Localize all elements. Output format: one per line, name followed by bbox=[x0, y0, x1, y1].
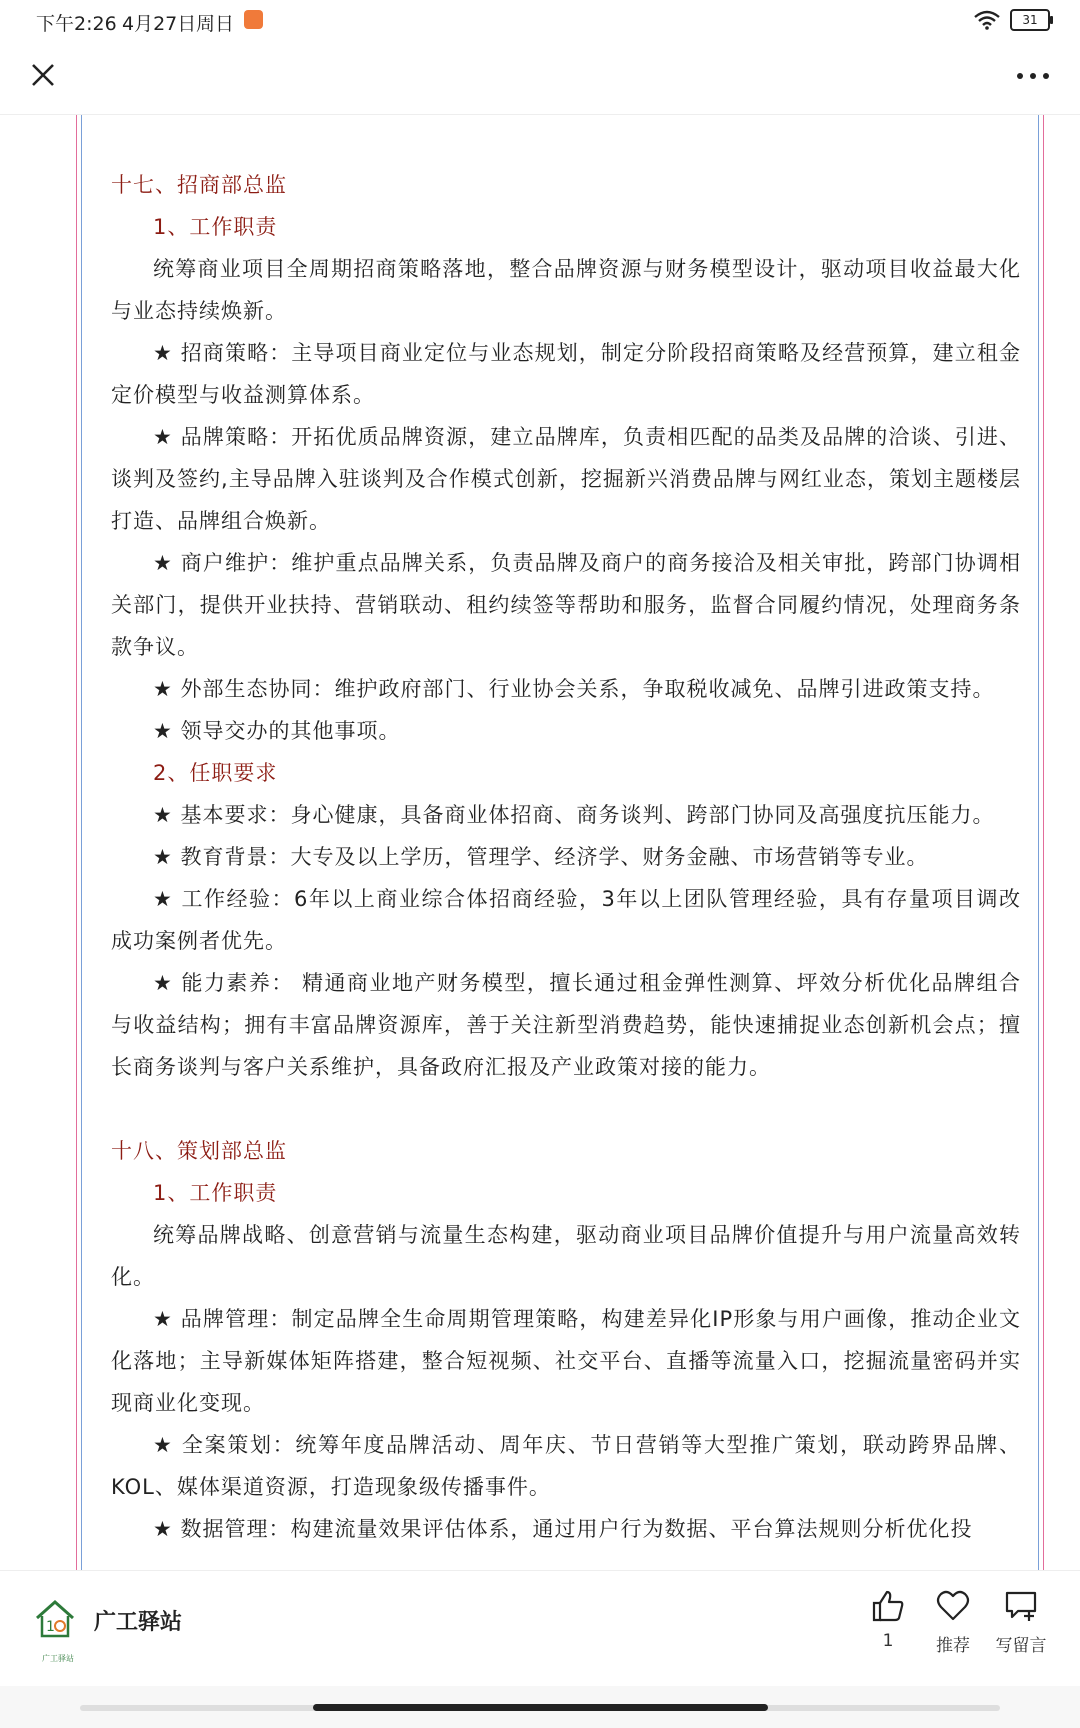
comment-button[interactable] bbox=[986, 1589, 1056, 1656]
thumbs-up-icon bbox=[871, 1589, 905, 1623]
status-time: 下午2:26 bbox=[36, 13, 117, 35]
section-gap bbox=[111, 1088, 1021, 1130]
article[interactable] bbox=[0, 115, 1080, 1613]
right-border-decoration bbox=[1038, 115, 1044, 1613]
paragraph: 统筹商业项目全周期招商策略落地，整合品牌资源与财务模型设计，驱动项目收益最大化与业态持续焕新。 bbox=[111, 257, 1021, 323]
recommend-label: 推荐 bbox=[936, 1636, 970, 1656]
paragraph: ★ 品牌管理：制定品牌全生命周期管理策略，构建差异化IP形象与用户画像，推动企业文化落地；主导新媒体矩阵搭建，整合短视频、社交平台、直播等流量入口，挖掘流量密码并实现商业化变现。 bbox=[111, 1307, 1021, 1415]
wifi-icon bbox=[974, 10, 1000, 30]
more-options-button[interactable] bbox=[1016, 70, 1050, 82]
close-button[interactable] bbox=[26, 58, 60, 92]
heart-icon bbox=[936, 1589, 970, 1623]
site-logo[interactable] bbox=[34, 1596, 76, 1654]
svg-text:1: 1 bbox=[46, 1619, 55, 1635]
comment-add-icon bbox=[1004, 1589, 1038, 1623]
top-nav bbox=[0, 42, 1080, 115]
status-indicators bbox=[974, 9, 1050, 31]
gesture-bar bbox=[0, 1686, 1080, 1728]
gesture-handle[interactable] bbox=[313, 1704, 768, 1711]
like-count: 1 bbox=[882, 1631, 894, 1651]
subsection-heading: 1、工作职责 bbox=[153, 1181, 278, 1205]
battery-icon: 31 bbox=[1010, 9, 1050, 31]
section-heading: 十八、策划部总监 bbox=[111, 1139, 287, 1163]
paragraph: ★ 领导交办的其他事项。 bbox=[153, 719, 401, 743]
paragraph: ★ 全案策划：统筹年度品牌活动、周年庆、节日营销等大型推广策划，联动跨界品牌、KOL、媒体渠道资源，打造现象级传播事件。 bbox=[111, 1433, 1021, 1499]
status-bar bbox=[0, 0, 1080, 42]
subsection-heading: 1、工作职责 bbox=[153, 215, 278, 239]
status-date: 4月27日 bbox=[122, 13, 197, 35]
paragraph: ★ 品牌策略：开拓优质品牌资源，建立品牌库，负责相匹配的品类及品牌的洽谈、引进、谈判及签约,主导品牌入驻谈判及合作模式创新，挖掘新兴消费品牌与网红业态，策划主题楼层打造、品牌组合焕新。 bbox=[111, 425, 1021, 533]
paragraph: ★ 外部生态协同：维护政府部门、行业协会关系，争取税收减免、品牌引进政策支持。 bbox=[153, 677, 995, 701]
article-content bbox=[111, 164, 1021, 1550]
bottom-bar bbox=[0, 1570, 1080, 1686]
paragraph: ★ 商户维护：维护重点品牌关系，负责品牌及商户的商务接洽及相关审批，跨部门协调相关部门，提供开业扶持、营销联动、租约续签等帮助和服务，监督合同履约情况，处理商务条款争议。 bbox=[111, 551, 1021, 659]
logo-text: 广工驿站 bbox=[42, 1654, 74, 1663]
site-name[interactable]: 广工驿站 bbox=[94, 1610, 183, 1635]
left-border-decoration bbox=[76, 115, 82, 1613]
recommend-button[interactable] bbox=[918, 1589, 988, 1656]
paragraph: 统筹品牌战略、创意营销与流量生态构建，驱动商业项目品牌价值提升与用户流量高效转化。 bbox=[111, 1223, 1021, 1289]
paragraph: ★ 能力素养： 精通商业地产财务模型，擅长通过租金弹性测算、坪效分析优化品牌组合与收益结构；拥有丰富品牌资源库，善于关注新型消费趋势，能快速捕捉业态创新机会点；擅长商务谈判与客户关系维护，具备政府汇报及产业政策对接的能力。 bbox=[111, 971, 1021, 1079]
section-heading: 十七、招商部总监 bbox=[111, 173, 287, 197]
subsection-heading: 2、任职要求 bbox=[153, 761, 278, 785]
paragraph: ★ 数据管理：构建流量效果评估体系，通过用户行为数据、平台算法规则分析优化投 bbox=[153, 1517, 973, 1541]
paragraph: ★ 招商策略：主导项目商业定位与业态规划，制定分阶段招商策略及经营预算，建立租金定价模型与收益测算体系。 bbox=[111, 341, 1021, 407]
paragraph: ★ 工作经验：6年以上商业综合体招商经验，3年以上团队管理经验，具有存量项目调改成功案例者优先。 bbox=[111, 887, 1021, 953]
comment-label: 写留言 bbox=[995, 1636, 1047, 1656]
paragraph: ★ 基本要求：身心健康，具备商业体招商、商务谈判、跨部门协同及高强度抗压能力。 bbox=[153, 803, 995, 827]
status-weekday: 周日 bbox=[196, 13, 235, 35]
notification-app-icon bbox=[244, 10, 263, 29]
paragraph: ★ 教育背景：大专及以上学历，管理学、经济学、财务金融、市场营销等专业。 bbox=[153, 845, 929, 869]
like-button[interactable] bbox=[853, 1589, 923, 1651]
